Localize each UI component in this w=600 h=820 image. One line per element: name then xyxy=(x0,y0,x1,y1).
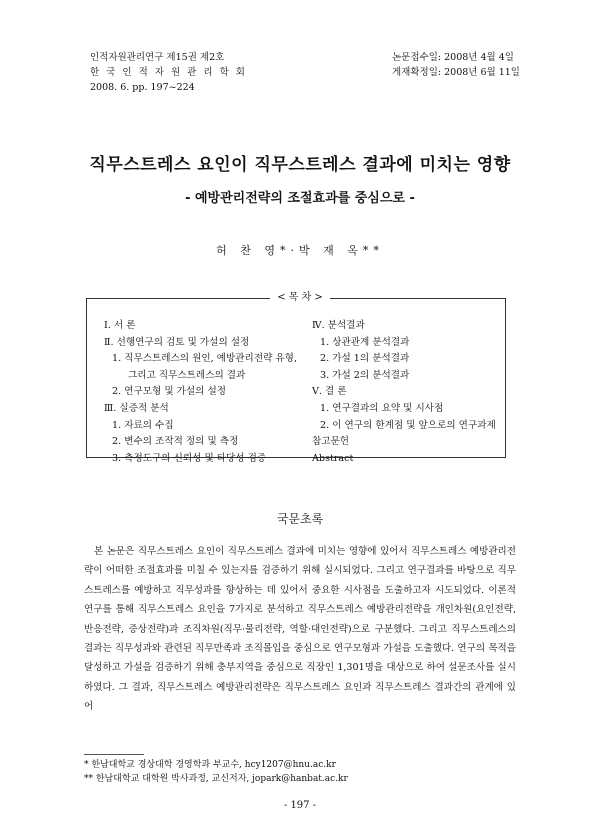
toc-entry: Ⅴ. 결 론 xyxy=(312,386,347,398)
toc-heading: < 목 차 > xyxy=(270,292,330,304)
toc-entry: 참고문헌 xyxy=(312,436,350,448)
toc-entry: 2. 연구모형 및 가설의 설정 xyxy=(112,386,227,398)
abstract-heading: 국문초록 xyxy=(276,512,324,526)
society-name: 한 국 인 적 자 원 관 리 학 회 xyxy=(90,67,247,78)
toc-entry: 3. 측정도구의 신뢰성 및 타당성 검증 xyxy=(112,452,267,464)
issue-info: 2008. 6. pp. 197~224 xyxy=(90,82,195,93)
toc-entry: Ⅲ. 실증적 분석 xyxy=(104,402,169,414)
toc-entry: 그리고 직무스트레스의 결과 xyxy=(128,369,246,381)
paper-subtitle: - 예방관리전략의 조절효과를 중심으로 - xyxy=(185,191,415,206)
toc-entry: 2. 가설 1의 분석결과 xyxy=(320,353,410,365)
footnote-author-1: * 한남대학교 경상대학 경영학과 부교수, hcy1207@hnu.ac.kr xyxy=(84,760,336,770)
journal-name: 인적자원관리연구 제15권 제2호 xyxy=(90,52,225,63)
accepted-date: 게재확정일: 2008년 6월 11일 xyxy=(392,67,520,78)
toc-entry: 1. 연구결과의 요약 및 시사점 xyxy=(320,402,444,414)
abstract-body: 본 논문은 직무스트레스 요인이 직무스트레스 결과에 미치는 영향에 있어서 직무스트레스 예방관리전략이 어떠한 조절효과를 미칠 수 있는지를 검증하기 위해 실시되었다. 그리고 연구결과를 바탕으로 직무스트레스를 예방하고 직무성과를 향상하는 데 있어서 중요한 시사점을 도출하고자 시도되었다. 이론적 연구를 통해 직무스트레스 요인을 7가지로 분석하고 직무스트레스 예방관리전략을 개인차원(요인전략, 반응전략, 증상전략)과 조직차원(직무·물리전략, 역할·대인전략)으로 구분했다. 그리고 직무스트레스의 결과는 직무성과와 관련된 직무만족과 조직몰입을 중심으로 연구모형과 가설을 도출했다. 연구의 목적을 달성하고 가설을 검증하기 위해 충부지역을 중심으로 직장인 1,301명을 대상으로 하여 설문조사를 실시하였다. 그 결과, 직무스트레스 예방관리전략은 직무스트레스 요인과 직무스트레스 결과간의 관계에 있어 xyxy=(84,546,516,713)
paper-title: 직무스트레스 요인이 직무스트레스 결과에 미치는 영향 xyxy=(89,155,511,175)
toc-left-column xyxy=(104,318,297,467)
toc-entry: Ⅱ. 선행연구의 검토 및 가설의 설정 xyxy=(104,336,250,348)
submission-dates xyxy=(392,50,520,80)
toc-entry: Ⅳ. 분석결과 xyxy=(312,320,365,331)
footnote-author-2: ** 한남대학교 대학원 박사과정, 교신저자, jopark@hanbat.ac.kr xyxy=(84,774,348,784)
toc-entry: 2. 이 연구의 한계점 및 앞으로의 연구과제 xyxy=(320,419,496,431)
footnote-divider xyxy=(84,754,144,755)
toc-right-column xyxy=(312,318,496,467)
journal-info xyxy=(90,50,247,95)
toc-entry: Abstract xyxy=(312,452,354,464)
toc-entry: 2. 변수의 조작적 정의 및 측정 xyxy=(112,436,239,448)
toc-entry: 1. 상관관계 분석결과 xyxy=(320,336,410,348)
toc-entry: Ⅰ. 서 론 xyxy=(104,320,136,331)
toc-entry: 3. 가설 2의 분석결과 xyxy=(320,369,410,381)
page-number: - 197 - xyxy=(283,800,317,811)
author-line: 허 찬 영*·박 재 옥** xyxy=(216,244,384,257)
received-date: 논문접수일: 2008년 4월 4일 xyxy=(392,52,514,63)
toc-entry: 1. 자료의 수집 xyxy=(112,419,174,431)
toc-entry: 1. 직무스트레스의 원인, 예방관리전략 유형, xyxy=(112,353,297,365)
